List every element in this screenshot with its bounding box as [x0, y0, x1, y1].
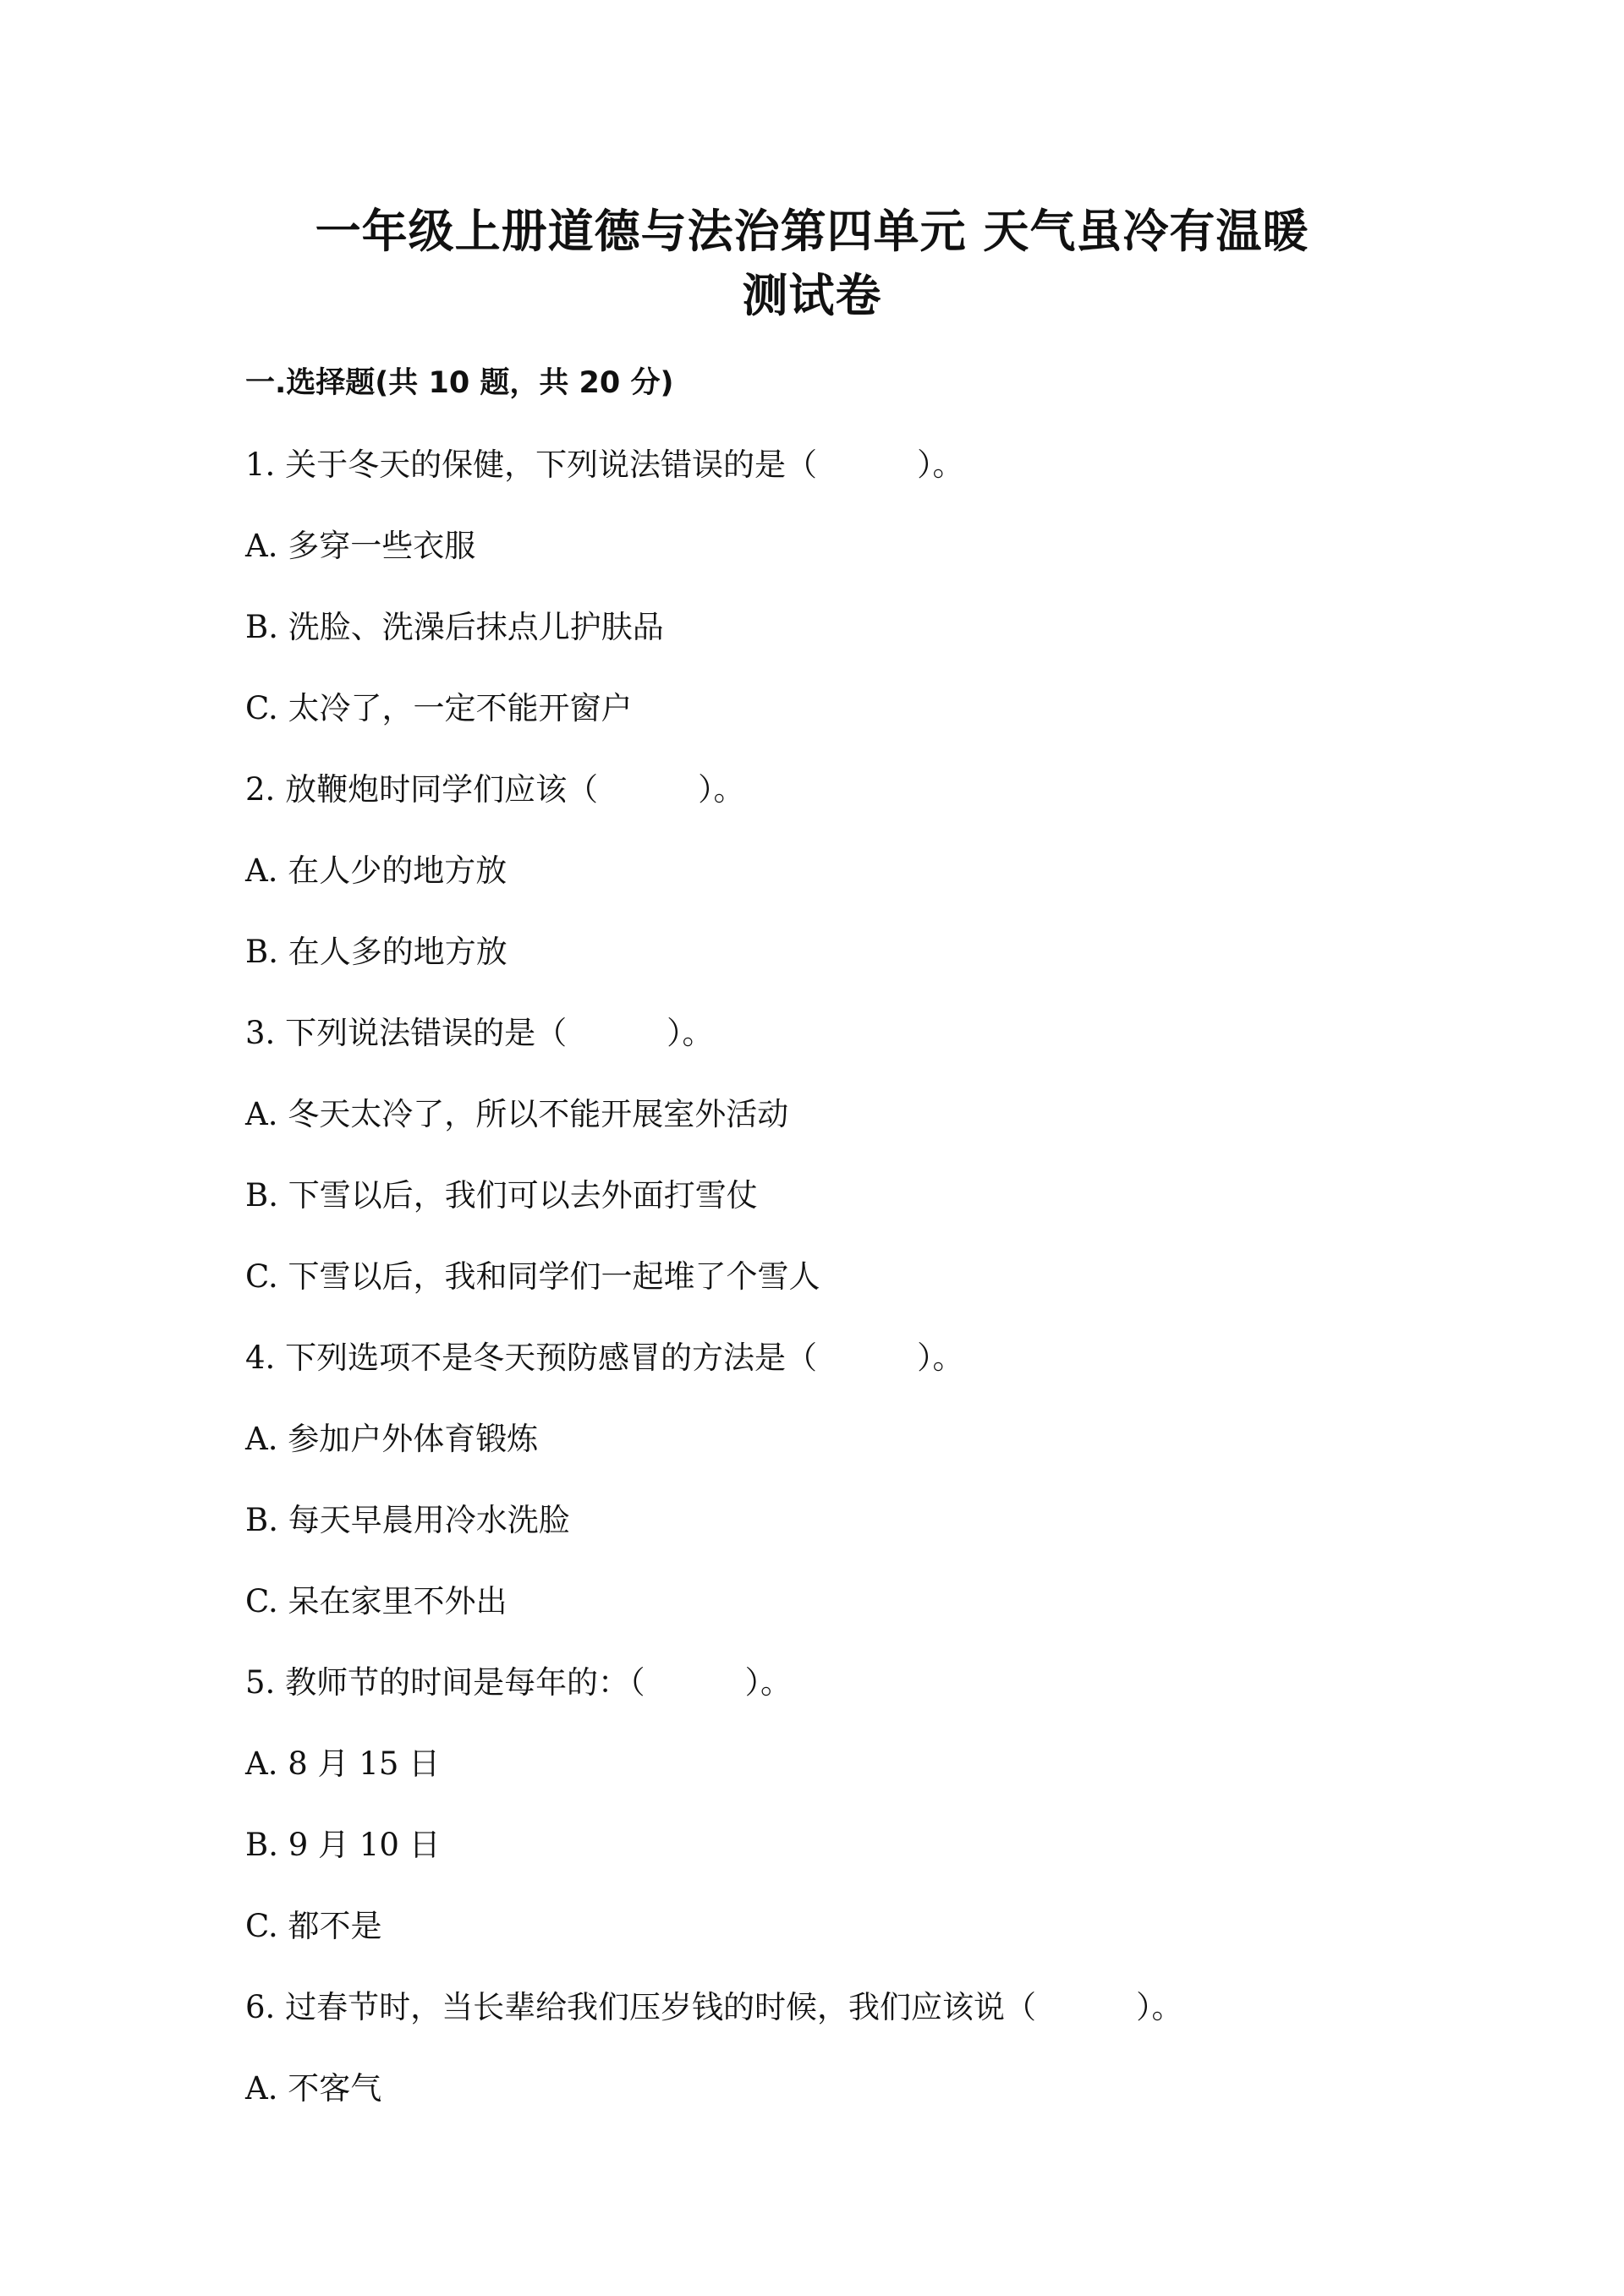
question-3-stem: 3. 下列说法错误的是（ ）。	[245, 1015, 714, 1051]
question-4-stem: 4. 下列选项不是冬天预防感冒的方法是（ ）。	[245, 1340, 964, 1376]
page-title: 一年级上册道德与法治第四单元 天气虽冷有温暖	[315, 205, 1309, 258]
question-1-stem: 1. 关于冬天的保健，下列说法错误的是（ ）。	[245, 447, 964, 483]
question-1-option-a: A. 多穿一些衣服	[245, 528, 476, 564]
question-4-option-b: B. 每天早晨用冷水洗脸	[245, 1502, 570, 1538]
question-3-option-b: B. 下雪以后，我们可以去外面打雪仗	[245, 1177, 758, 1214]
question-list	[245, 444, 1429, 2149]
question-5-option-c: C. 都不是	[245, 1908, 382, 1944]
page-title-line-2: 测试卷	[742, 269, 882, 322]
question-4-option-c: C. 呆在家里不外出	[245, 1583, 508, 1619]
question-2-stem: 2. 放鞭炮时同学们应该（ ）。	[245, 771, 745, 808]
question-4-option-a: A. 参加户外体育锻炼	[245, 1421, 539, 1457]
question-5-stem: 5. 教师节的时间是每年的：（ ）。	[245, 1664, 793, 1701]
question-1-option-b: B. 洗脸、洗澡后抹点儿护肤品	[245, 609, 664, 645]
question-2-option-b: B. 在人多的地方放	[245, 934, 508, 970]
question-6-stem: 6. 过春节时，当长辈给我们压岁钱的时候，我们应该说（ ）。	[245, 1989, 1183, 2025]
question-6-option-a: A. 不客气	[245, 2070, 382, 2107]
question-5-option-a: A. 8 月 15 日	[245, 1745, 441, 1782]
question-3-option-c: C. 下雪以后，我和同学们一起堆了个雪人	[245, 1258, 820, 1295]
question-2-option-a: A. 在人少的地方放	[245, 852, 508, 889]
section-heading: 一.选择题(共 10 题，共 20 分)	[245, 366, 674, 400]
question-5-option-b: B. 9 月 10 日	[245, 1827, 441, 1863]
question-3-option-a: A. 冬天太冷了，所以不能开展室外活动	[245, 1096, 789, 1132]
question-1-option-c: C. 太冷了，一定不能开窗户	[245, 690, 633, 726]
